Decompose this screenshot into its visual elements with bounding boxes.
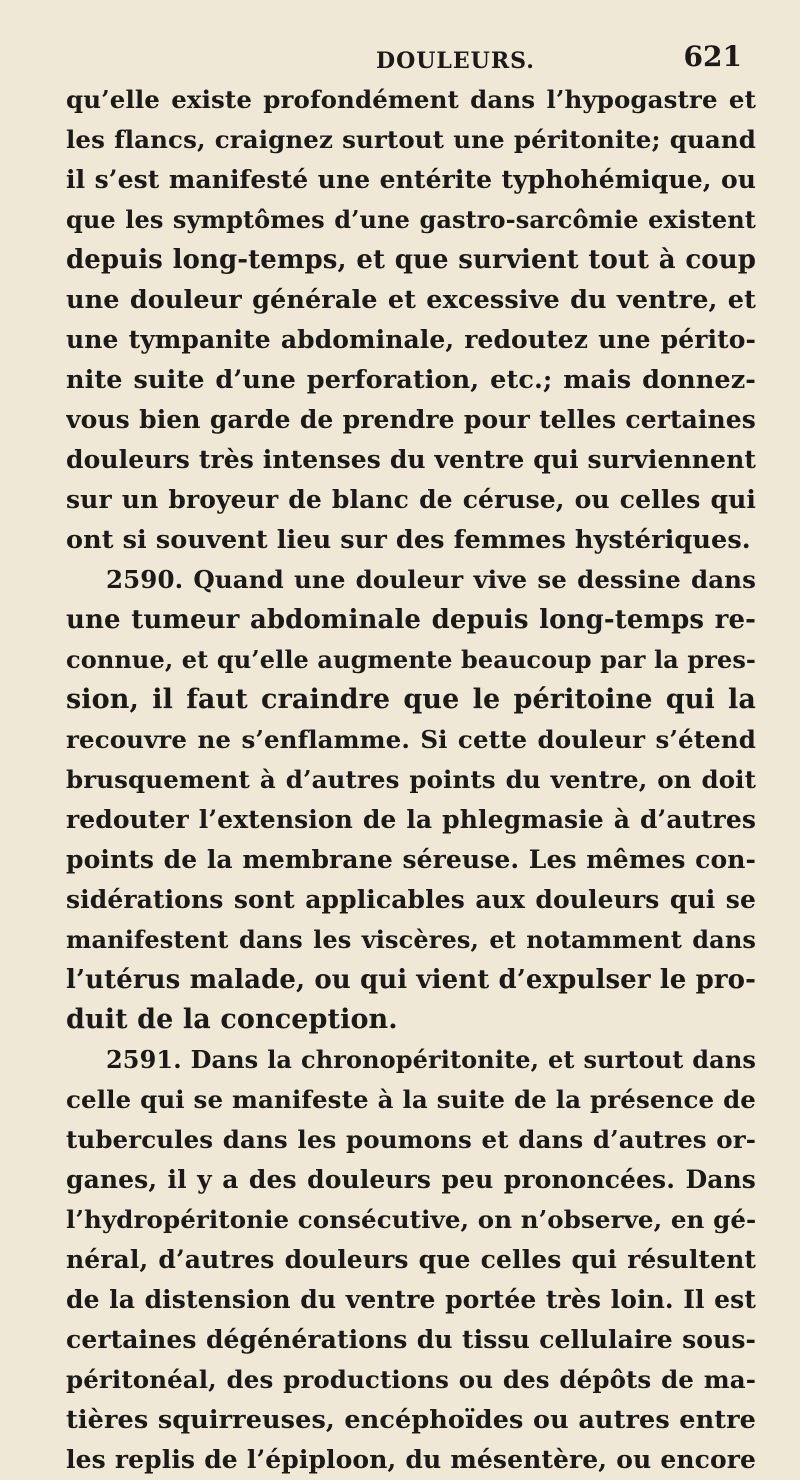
text-line: sion, il faut craindre que le péritoine qui la (66, 684, 756, 715)
text-line: celle qui se manifeste à la suite de la présence de (66, 1085, 756, 1114)
running-title: DOULEURS. (376, 48, 535, 74)
text-line: une douleur générale et excessive du ventre, et (66, 285, 756, 315)
text-line: de la distension du ventre portée très loin. Il est (66, 1285, 756, 1314)
text-line: tières squirreuses, encéphoïdes ou autres entre (66, 1405, 756, 1435)
text-line: nite suite d’une perforation, etc.; mais donnez- (66, 365, 756, 395)
text-line: duit de la conception. (66, 1004, 398, 1035)
text-line: certaines dégénérations du tissu cellulaire sous- (66, 1325, 756, 1354)
text-line: les flancs, craignez surtout une péritonite; quand (66, 125, 756, 154)
text-line: sidérations sont applicables aux douleurs qui se (66, 885, 756, 914)
text-line: manifestent dans les viscères, et notamment dans (66, 925, 756, 954)
text-line: recouvre ne s’enflamme. Si cette douleur s’étend (66, 725, 756, 754)
text-line: ont si souvent lieu sur des femmes hystériques. (66, 525, 751, 555)
text-line: redouter l’extension de la phlegmasie à d’autres (66, 805, 756, 834)
page-number: 621 (683, 40, 742, 73)
text-line: une tumeur abdominale depuis long-temps re- (66, 605, 756, 635)
text-line: brusquement à d’autres points du ventre, on doit (66, 765, 756, 794)
text-line: néral, d’autres douleurs que celles qui résultent (66, 1245, 756, 1274)
text-line: sur un broyeur de blanc de céruse, ou celles qui (66, 485, 756, 514)
body-text (66, 80, 756, 1480)
text-line: que les symptômes d’une gastro-sarcômie existent (66, 205, 756, 234)
text-line: connue, et qu’elle augmente beaucoup par la pres- (66, 645, 756, 674)
text-line: depuis long-temps, et que survient tout à coup (66, 245, 756, 275)
text-line: ganes, il y a des douleurs peu prononcées. Dans (66, 1165, 756, 1194)
text-line: une tympanite abdominale, redoutez une périto- (66, 325, 756, 354)
running-head (66, 14, 756, 74)
text-line: l’hydropéritonie consécutive, on n’observe, en gé- (66, 1205, 756, 1234)
text-line: vous bien garde de prendre pour telles certaines (66, 405, 756, 434)
text-line: 2590. Quand une douleur vive se dessine dans (106, 565, 756, 594)
text-line: douleurs très intenses du ventre qui surviennent (66, 445, 756, 474)
text-line: qu’elle existe profondément dans l’hypogastre et (66, 85, 756, 114)
text-line: il s’est manifesté une entérite typhohémique, ou (66, 165, 756, 194)
text-line: péritonéal, des productions ou des dépôts de ma- (66, 1365, 756, 1394)
text-line: points de la membrane séreuse. Les mêmes con- (66, 845, 756, 874)
text-line: les replis de l’épiploon, du mésentère, ou encore (66, 1445, 756, 1474)
text-line: tubercules dans les poumons et dans d’autres or- (66, 1125, 756, 1154)
text-line: l’utérus malade, ou qui vient d’expulser le pro- (66, 965, 756, 995)
text-line: 2591. Dans la chronopéritonite, et surtout dans (106, 1045, 756, 1074)
